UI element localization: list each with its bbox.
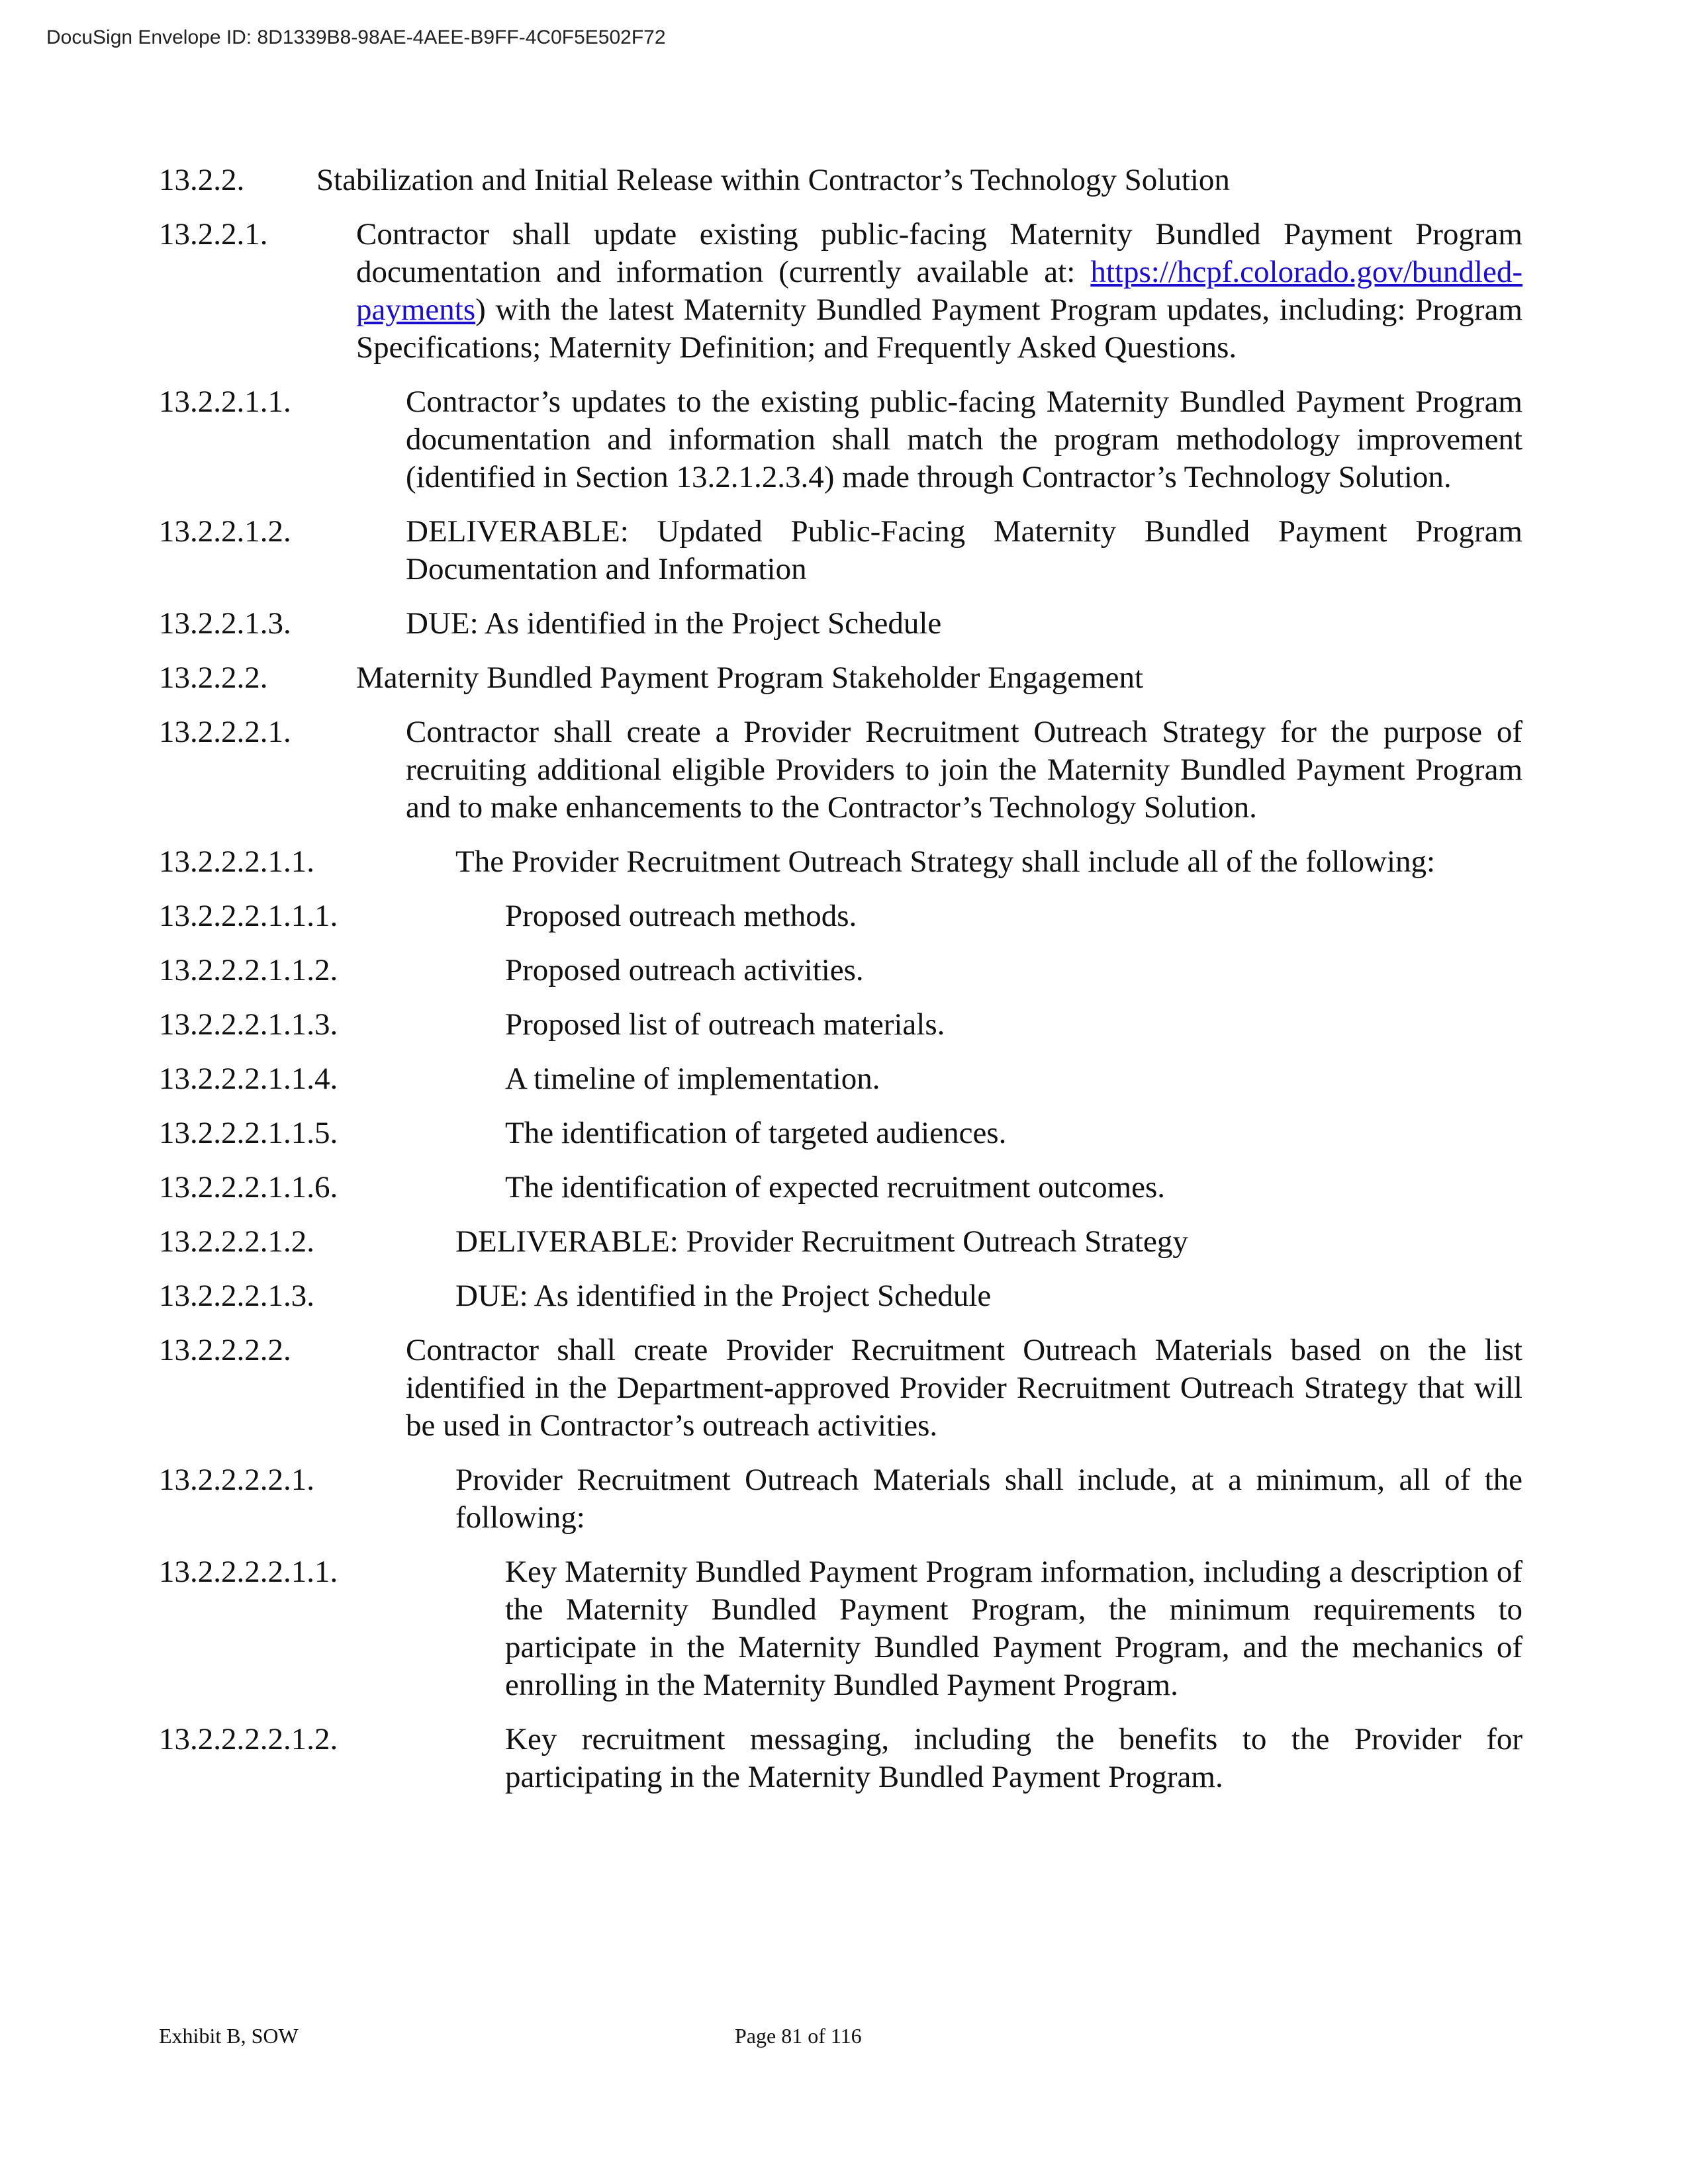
footer-exhibit-label: Exhibit B, SOW <box>159 2024 299 2048</box>
section-number: 13.2.2.1.1. <box>159 385 291 419</box>
section-13-2-2-2-1-1-5 <box>159 1115 1523 1152</box>
section-number: 13.2.2.2.1.1.4. <box>159 1062 338 1096</box>
section-13-2-2 <box>159 161 1523 199</box>
section-number: 13.2.2.2.2.1.1. <box>159 1555 338 1589</box>
section-text: DELIVERABLE: Updated Public-Facing Maternity Bundled Payment Program Documentation and Information <box>406 514 1523 586</box>
footer-page-number: Page 81 of 116 <box>735 2024 862 2048</box>
section-13-2-2-1-1 <box>159 383 1523 496</box>
section-text: Proposed outreach activities. <box>505 953 864 987</box>
section-13-2-2-2-1-1-2 <box>159 952 1523 989</box>
section-13-2-2-1-3 <box>159 605 1523 643</box>
section-13-2-2-2-1-1 <box>159 843 1523 881</box>
section-13-2-2-2-2-1-1 <box>159 1553 1523 1704</box>
section-text: DUE: As identified in the Project Schedule <box>455 1279 992 1313</box>
section-13-2-2-2-1-1-1 <box>159 897 1523 935</box>
docusign-envelope-id: DocuSign Envelope ID: 8D1339B8-98AE-4AEE-B9FF-4C0F5E502F72 <box>46 26 666 48</box>
section-text: The Provider Recruitment Outreach Strategy shall include all of the following: <box>455 844 1436 879</box>
section-text: Contractor’s updates to the existing public-facing Maternity Bundled Payment Program documentation and information shall match the program methodology improvement (identified in Section 13.2.1.2.3.4) made through Contractor’s Technology Solution. <box>406 385 1523 494</box>
section-number: 13.2.2.2.2. <box>159 1333 291 1367</box>
section-13-2-2-2-2-1-2 <box>159 1721 1523 1796</box>
section-text: DELIVERABLE: Provider Recruitment Outreach Strategy <box>455 1224 1188 1259</box>
section-number: 13.2.2.1. <box>159 217 268 251</box>
section-heading: Maternity Bundled Payment Program Stakeholder Engagement <box>356 660 1144 695</box>
section-number: 13.2.2.1.2. <box>159 514 291 549</box>
section-text <box>356 216 1523 367</box>
section-text: Contractor shall create Provider Recruitment Outreach Materials based on the list identified in the Department-approved Provider Recruitment Outreach Strategy that will be used in Contractor’s outreach activities. <box>406 1333 1523 1443</box>
section-13-2-2-2-1-3 <box>159 1277 1523 1315</box>
section-13-2-2-1 <box>159 216 1523 367</box>
section-number: 13.2.2.2.1.1.5. <box>159 1116 338 1150</box>
section-13-2-2-2-1-1-3 <box>159 1006 1523 1044</box>
section-13-2-2-2-1-1-4 <box>159 1060 1523 1098</box>
section-number: 13.2.2.2.1.2. <box>159 1224 314 1259</box>
section-heading: Stabilization and Initial Release within Contractor’s Technology Solution <box>316 163 1230 197</box>
section-number: 13.2.2.2.1. <box>159 715 291 749</box>
section-13-2-2-2-2 <box>159 1332 1523 1445</box>
section-number: 13.2.2.2.1.1.2. <box>159 953 338 987</box>
section-text: The identification of targeted audiences. <box>505 1116 1007 1150</box>
section-text-after-link: ) with the latest Maternity Bundled Payment Program updates, including: Program Specifications; Maternity Definition; and Frequently Asked Questions. <box>356 293 1523 365</box>
document-body <box>159 161 1523 1813</box>
section-number: 13.2.2. <box>159 163 245 197</box>
section-text: Proposed outreach methods. <box>505 899 857 933</box>
section-number: 13.2.2.2.1.1. <box>159 844 314 879</box>
section-text: The identification of expected recruitment outcomes. <box>505 1170 1166 1205</box>
bundled-payments-link[interactable]: https://hcpf.colorado.gov/bundled-payments <box>356 255 1523 327</box>
section-number: 13.2.2.1.3. <box>159 606 291 641</box>
section-text: Proposed list of outreach materials. <box>505 1007 945 1042</box>
section-13-2-2-2 <box>159 659 1523 697</box>
section-text-before-link: Contractor shall update existing public-facing Maternity Bundled Payment Program documentation and information (currently available at: <box>356 217 1523 289</box>
section-13-2-2-1-2 <box>159 513 1523 588</box>
section-text: Contractor shall create a Provider Recruitment Outreach Strategy for the purpose of recruiting additional eligible Providers to join the Maternity Bundled Payment Program and to make enhancements to the Contractor’s Technology Solution. <box>406 715 1523 825</box>
section-13-2-2-2-1-2 <box>159 1223 1523 1261</box>
section-13-2-2-2-2-1 <box>159 1461 1523 1537</box>
section-number: 13.2.2.2.1.1.3. <box>159 1007 338 1042</box>
section-text: Key recruitment messaging, including the benefits to the Provider for participating in the Maternity Bundled Payment Program. <box>505 1722 1523 1794</box>
section-text: Provider Recruitment Outreach Materials shall include, at a minimum, all of the following: <box>455 1463 1523 1535</box>
section-number: 13.2.2.2. <box>159 660 268 695</box>
section-number: 13.2.2.2.2.1. <box>159 1463 314 1497</box>
section-number: 13.2.2.2.1.1.6. <box>159 1170 338 1205</box>
section-number: 13.2.2.2.2.1.2. <box>159 1722 338 1756</box>
section-text: A timeline of implementation. <box>505 1062 880 1096</box>
section-text: DUE: As identified in the Project Schedule <box>406 606 942 641</box>
section-13-2-2-2-1-1-6 <box>159 1169 1523 1206</box>
section-text: Key Maternity Bundled Payment Program information, including a description of the Maternity Bundled Payment Program, the minimum requirements to participate in the Maternity Bundled Payment Program, and the mechanics of enrolling in the Maternity Bundled Payment Program. <box>505 1555 1523 1702</box>
section-13-2-2-2-1 <box>159 713 1523 827</box>
section-number: 13.2.2.2.1.3. <box>159 1279 314 1313</box>
section-number: 13.2.2.2.1.1.1. <box>159 899 338 933</box>
